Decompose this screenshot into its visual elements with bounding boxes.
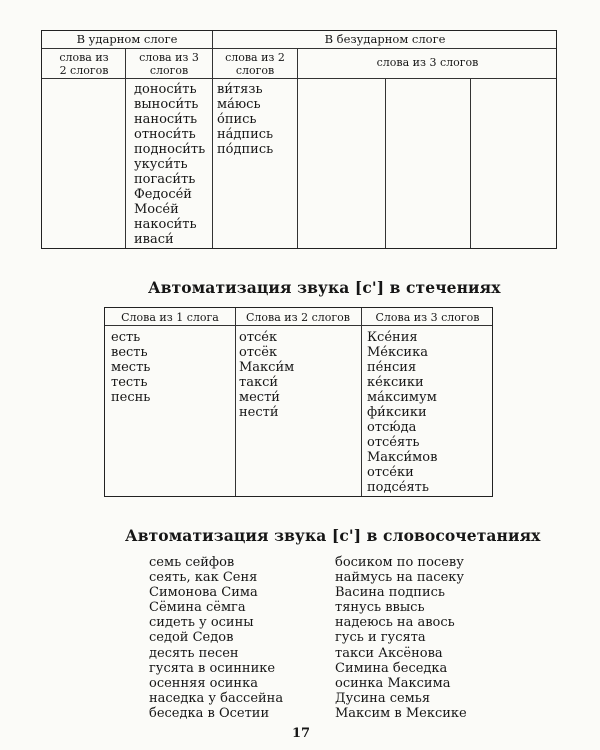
phrase-item: босиком по посеву: [335, 555, 464, 570]
word-item: есть: [111, 330, 141, 345]
phrase-item: Васина подпись: [335, 585, 445, 601]
word-item: выноси́ть: [134, 97, 199, 112]
word-item: погаси́ть: [134, 172, 196, 187]
word-item: укуси́ть: [134, 157, 188, 172]
subheader-stressed-2: слова из 2 слогов: [59, 51, 109, 77]
header-unstressed: В безударном слоге: [324, 32, 446, 46]
word-item: ма́ксимум: [367, 390, 437, 405]
word-item: нести́: [239, 405, 279, 420]
phrase-item: такси Аксёнова: [335, 645, 443, 661]
one-syllable-word-list: [111, 330, 150, 405]
cluster-header-2: Слова из 2 слогов: [246, 311, 350, 324]
phrase-item: надеюсь на авось: [335, 615, 455, 631]
word-item: накоси́ть: [134, 217, 197, 232]
phrase-item: Симонова Сима: [149, 585, 258, 601]
word-item: Макси́мов: [367, 450, 438, 465]
word-item: песнь: [111, 390, 151, 405]
phrase-item: гусята в осиннике: [149, 660, 276, 676]
phrase-item: тянусь ввысь: [335, 600, 425, 616]
cluster-header-1: Слова из 1 слога: [121, 311, 219, 324]
word-item: на́дпись: [217, 127, 274, 142]
word-item: Федосе́й: [134, 187, 192, 202]
word-item: отсе́ять: [367, 435, 420, 450]
word-item: отсю́да: [367, 420, 417, 435]
word-item: весть: [111, 345, 148, 360]
phrases-right-column: [335, 555, 467, 721]
phrase-item: Сёмина сёмга: [149, 600, 246, 616]
stressed-3-word-list: [134, 82, 205, 247]
cluster-header-3: Слова из 3 слогов: [375, 311, 480, 324]
word-item: отсе́к: [239, 330, 278, 345]
word-item: такси́: [239, 375, 279, 390]
word-item: пе́нсия: [367, 360, 417, 375]
phrase-item: седой Седов: [149, 630, 234, 646]
word-item: месть: [111, 360, 151, 375]
phrase-item: осинка Максима: [335, 675, 451, 691]
phrase-item: семь сейфов: [149, 555, 235, 570]
phrase-item: Максим в Мексике: [335, 705, 467, 721]
word-item: отсе́ки: [367, 465, 414, 480]
word-item: наноси́ть: [134, 112, 198, 127]
word-item: отсёк: [239, 345, 278, 360]
word-item: Мосе́й: [134, 202, 179, 217]
phrase-item: осенняя осинка: [149, 675, 258, 691]
word-item: доноси́ть: [134, 82, 197, 97]
phrase-item: десять песен: [149, 645, 239, 661]
phrase-item: сеять, как Сеня: [149, 570, 258, 586]
three-syllable-word-list: [367, 330, 437, 495]
page-number: 17: [292, 726, 311, 741]
word-item: ви́тязь: [217, 82, 263, 97]
two-syllable-word-list: [239, 330, 294, 420]
phrase-item: наймусь на пасеку: [335, 570, 465, 586]
phrase-item: наседка у бассейна: [149, 690, 284, 706]
word-item: относи́ть: [134, 127, 196, 142]
word-item: иваси́: [134, 232, 174, 247]
word-item: ке́ксики: [367, 375, 424, 390]
word-item: подноси́ть: [134, 142, 206, 157]
subheader-stressed-3: слова из 3 слогов: [139, 51, 199, 77]
phrases-section-title: Автоматизация звука [с'] в словосочетаниях: [125, 526, 541, 545]
word-item: подсе́ять: [367, 480, 429, 495]
word-item: по́дпись: [217, 142, 274, 157]
word-item: Макси́м: [239, 360, 295, 375]
word-item: тесть: [111, 375, 148, 390]
word-item: фи́ксики: [367, 405, 427, 420]
phrases-left-column: [149, 555, 283, 721]
subheader-unstressed-3: слова из 3 слогов: [376, 56, 479, 69]
word-item: мести́: [239, 390, 280, 405]
word-item: Ксе́ния: [367, 330, 418, 345]
phrase-item: Симина беседка: [335, 660, 448, 676]
phrase-item: Дусина семья: [335, 690, 431, 706]
cluster-section-title: Автоматизация звука [с'] в стечениях: [148, 278, 501, 297]
word-item: ма́юсь: [217, 97, 261, 112]
word-item: Ме́ксика: [367, 345, 428, 360]
cluster-table: [104, 307, 493, 497]
phrase-item: беседка в Осетии: [149, 705, 270, 721]
word-item: о́пись: [217, 112, 257, 127]
header-stressed: В ударном слоге: [76, 32, 178, 46]
unstressed-2-word-list: [217, 82, 273, 157]
stressed-syllable-table: [41, 30, 557, 249]
phrase-item: гусь и гусята: [335, 630, 426, 646]
phrase-item: сидеть у осины: [149, 615, 254, 631]
subheader-unstressed-2: слова из 2 слогов: [225, 51, 285, 77]
